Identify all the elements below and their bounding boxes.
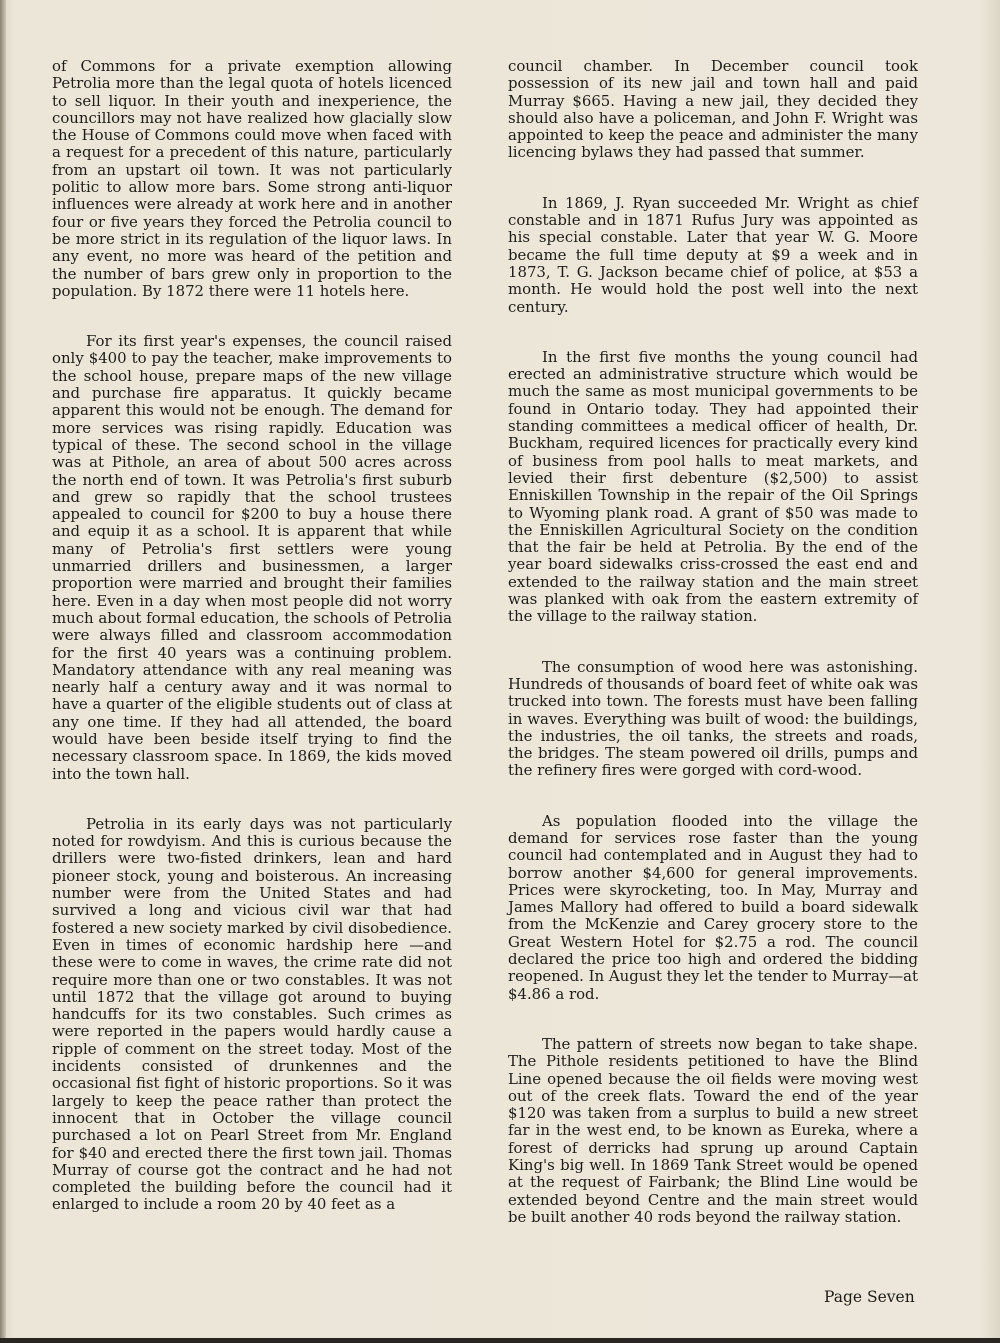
paragraph: In 1869, J. Ryan succeeded Mr. Wright as chief constable and in 1871 Rufus Jury was appointed as his special constable. Later that year W. G. Moore became the full time deputy at $9 a week and in 1873, T. G. Jackson became chief of police, at $53 a month. He would hold the post well into the next century. — [508, 193, 918, 316]
paragraph: Petrolia in its early days was not particularly noted for rowdyism. And this is curious because the drillers were two-fisted drinkers, lean and hard pioneer stock, young and boisterous. An increasing number were from the United States and had survived a long and vicious civil war that had fostered a new society marked by civil disobedience. Even in times of economic hardship here —and these were to come in waves, the crime rate did not require more than one or two constables. It was not until 1872 that the village got around to buying handcuffs for its two constables. Such crimes as were reported in the papers would hardly cause a ripple of comment on the street today. Most of the incidents consisted of drunkennes and the occasional fist fight of historic proportions. So it was largely to keep the peace rather than protect the innocent that in October the village council purchased a lot on Pearl Street from Mr. England for $40 and erected there the first town jail. Thomas Murray of course got the contract and he had not completed the building before the council had it enlarged to include a room 20 by 40 feet as a — [52, 814, 452, 1214]
right-column — [508, 58, 918, 1226]
paragraph: of Commons for a private exemption allowing Petrolia more than the legal quota of hotels licenced to sell liquor. In their youth and inexperience, the councillors may not have realized how glacially slow the House of Commons could move when faced with a request for a precedent of this nature, particularly from an upstart oil town. It was not particularly politic to allow more bars. Some strong anti-liquor influences were already at work here and in another four or five years they forced the Petrolia council to be more strict in its regulation of the liquor laws. In any event, no more was heard of the petition and the number of bars grew only in proportion to the population. By 1872 there were 11 hotels here. — [52, 57, 452, 300]
paragraph: council chamber. In December council took possession of its new jail and town hall and paid Murray $665. Having a new jail, they decided they should also have a policeman, and John F. Wright was appointed to keep the peace and administer the many licencing bylaws they had passed that summer. — [508, 57, 918, 162]
paragraph: As population flooded into the village the demand for services rose faster than the young council had contemplated and in August they had to borrow another $4,600 for general improvements. Prices were skyrocketing, too. In May, Murray and James Mallory had offered to build a board sidewalk from the McKenzie and Carey grocery store to the Great Western Hotel for $2.75 a rod. The council declared the price too high and ordered the bidding reopened. In August they let the tender to Murray—at $4.86 a rod. — [508, 811, 918, 1003]
paragraph: In the first five months the young council had erected an administrative structure which would be much the same as most municipal governments to be found in Ontario today. They had appointed their standing committees a medical officer of health, Dr. Buckham, required licences for practically every kind of business from pool halls to meat markets, and levied their first debenture ($2,500) to assist Enniskillen Township in the repair of the Oil Springs to Wyoming plank road. A grant of $50 was made to the Enniskillen Agricultural Society on the condition that the fair be held at Petrolia. By the end of the year board sidewalks criss-crossed the east end and extended to the railway station and the main street was planked with oak from the eastern extremity of the village to the railway station. — [508, 347, 918, 626]
paragraph: The pattern of streets now began to take shape. The Pithole residents petitioned to have the Blind Line opened because the oil fields were moving west out of the creek flats. Toward the end of the year $120 was taken from a surplus to build a new street far in the west end, to be known as Eureka, where a forest of derricks had sprung up around Captain King's big well. In 1869 Tank Street would be opened at the request of Fairbank; the Blind Line would be extended beyond Centre and the main street would be built another 40 rods beyond the railway station. — [508, 1034, 918, 1226]
left-column — [52, 58, 452, 1214]
paragraph: For its first year's expenses, the council raised only $400 to pay the teacher, make improvements to the school house, prepare maps of the new village and purchase fire apparatus. It quickly became apparent this would not be enough. The demand for more services was rising rapidly. Education was typical of these. The second school in the village was at Pithole, an area of about 500 acres across the north end of town. It was Petrolia's first suburb and grew so rapidly that the school trustees appealed to council for $200 to buy a house there and equip it as a school. It is apparent that while many of Petrolia's first settlers were young unmarried drillers and businessmen, a larger proportion were married and brought their families here. Even in a day when most people did not worry much about formal education, the schools of Petrolia were always filled and classroom accommodation for the first 40 years was a continuing problem. Mandatory attendance with any real meaning was nearly half a century away and it was normal to have a quarter of the eligible students out of class at any one time. If they had all attended, the board would have been beside itself trying to find the necessary classroom space. In 1869, the kids moved into the town hall. — [52, 332, 452, 783]
bottom-edge — [0, 1338, 1000, 1343]
paragraph: The consumption of wood here was astonishing. Hundreds of thousands of board feet of white oak was trucked into town. The forests must have been falling in waves. Everything was built of wood: the buildings, the industries, the oil tanks, the streets and roads, the bridges. The steam powered oil drills, pumps and the refinery fires were gorged with cord-wood. — [508, 657, 918, 780]
binding-edge — [0, 0, 6, 1343]
page-number: Page Seven — [824, 1288, 915, 1306]
